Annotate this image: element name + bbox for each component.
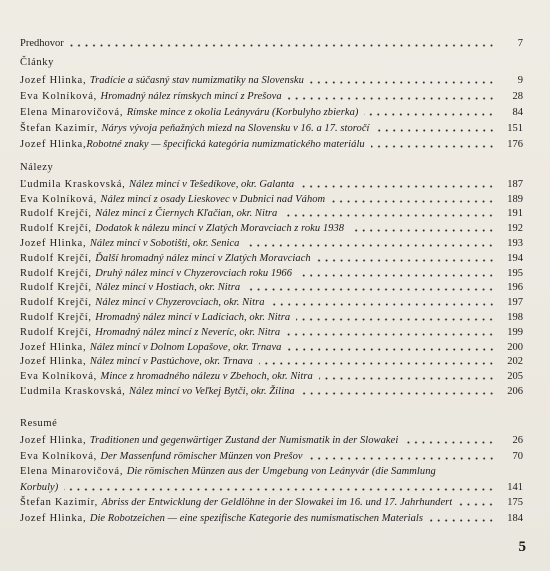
- preface-label: Predhovor: [20, 38, 64, 49]
- dot-leader: [458, 503, 495, 506]
- entry-page-number: 200: [507, 341, 523, 353]
- section-clanky: [20, 72, 523, 152]
- entry-title: Nález mincí z Čiernych Kľačian, okr. Nitra: [95, 208, 278, 220]
- toc-entry: [20, 88, 523, 104]
- dot-leader: [245, 244, 495, 247]
- entry-title: Nález mincí v Hostiach, okr. Nitra: [95, 282, 241, 294]
- entry-author: Elena Minarovičová,: [20, 466, 127, 478]
- entry-page-number: 184: [507, 512, 523, 524]
- dot-leader: [364, 113, 495, 116]
- entry-text: [20, 221, 344, 236]
- entry-title: Druhý nález mincí v Chyzerovciach roku 1966: [95, 267, 293, 279]
- entry-page-number: 197: [507, 297, 523, 309]
- page-number: 5: [518, 539, 526, 555]
- entry-page-number: 141: [507, 481, 523, 493]
- entry-page-number: 206: [507, 385, 523, 397]
- dot-leader: [429, 519, 495, 522]
- section-heading-clanky: Články: [20, 57, 54, 68]
- dot-leader: [317, 259, 495, 262]
- entry-author: Jozef Hlinka,: [20, 435, 90, 447]
- entry-author: Jozef Hlinka,: [20, 139, 87, 150]
- entry-author: Jozef Hlinka,: [20, 512, 90, 524]
- entry-author: Ľudmila Kraskovská,: [20, 385, 130, 397]
- entry-title: Hromadný nález rímskych mincí z Prešova: [100, 91, 282, 102]
- entry-title: Hromadný nález mincí v Ladiciach, okr. Nitra: [95, 311, 291, 323]
- dot-leader: [70, 44, 495, 47]
- entry-title: Nález mincí z osady Lieskovec v Dubnici nad Váhom: [100, 193, 326, 205]
- entry-text: [20, 280, 240, 295]
- entry-text: [20, 266, 292, 281]
- entry-title: Mince z hromadného nálezu v Zbehoch, okr. Nitra: [100, 371, 313, 383]
- entry-text: [20, 464, 436, 479]
- section-heading-resume: Resumé: [20, 417, 58, 429]
- entry-title: Nález mincí v Chyzerovciach, okr. Nitra: [95, 297, 265, 309]
- entry-author: Štefan Kazimír,: [20, 123, 102, 134]
- entry-author: Ľudmila Kraskovská,: [20, 178, 130, 190]
- toc-entry: [20, 355, 523, 370]
- toc-entry: [20, 104, 523, 120]
- dot-leader: [298, 274, 495, 277]
- toc-entry: [20, 340, 523, 355]
- dot-leader: [319, 377, 495, 380]
- toc-entry: [20, 120, 523, 136]
- entry-title: Tradície a súčasný stav numizmatiky na Slovensku: [89, 75, 304, 86]
- entry-author: Jozef Hlinka,: [20, 341, 90, 353]
- section-resume: [20, 433, 523, 526]
- entry-text: [20, 354, 253, 369]
- toc-entry: [20, 207, 523, 222]
- entry-title: Abriss der Entwicklung der Geldlöhne in der Slowakei im 16. und 17. Jahrhundert: [101, 497, 453, 509]
- entry-page-number: 195: [507, 267, 523, 279]
- entry-author: Rudolf Krejčí,: [20, 297, 96, 309]
- entry-text: [20, 369, 313, 384]
- entry-author: Rudolf Krejčí,: [20, 311, 96, 323]
- entry-title: Nález mincí vo Veľkej Bytči, okr. Žilina: [129, 385, 295, 397]
- entry-page-number: 187: [507, 178, 523, 190]
- dot-leader: [310, 81, 495, 84]
- entry-text: [20, 89, 282, 104]
- entry-author: Rudolf Krejčí,: [20, 282, 96, 294]
- entry-page-number: 9: [517, 75, 523, 86]
- entry-text: [20, 192, 325, 207]
- dot-leader: [259, 362, 495, 365]
- toc-entry: [20, 310, 523, 325]
- toc-entry: [20, 325, 523, 340]
- dot-leader: [301, 392, 495, 395]
- dot-leader: [300, 185, 495, 188]
- toc-entry: [20, 236, 523, 251]
- dot-leader: [331, 200, 495, 203]
- entry-author: Rudolf Krejčí,: [20, 267, 96, 279]
- dot-leader: [271, 303, 495, 306]
- entry-page-number: 191: [507, 208, 523, 220]
- entry-title: Robotné znaky — špecifická kategória numizmatického materiálu: [86, 139, 365, 150]
- dot-leader: [64, 488, 495, 491]
- dot-leader: [288, 97, 495, 100]
- toc-entry: [20, 221, 523, 236]
- toc-entry: [20, 266, 523, 281]
- toc-entry: [20, 136, 523, 152]
- entry-text: [20, 340, 282, 355]
- entry-page-number: 151: [507, 123, 523, 134]
- entry-page-number: 28: [512, 91, 523, 102]
- entry-author: Elena Minarovičová,: [20, 107, 127, 118]
- dot-leader: [404, 441, 495, 444]
- entry-title: Nález mincí v Pastúchove, okr. Trnava: [89, 356, 253, 368]
- entry-author: Jozef Hlinka,: [20, 237, 90, 249]
- entry-author: Eva Kolníková,: [20, 371, 101, 383]
- entry-page-number: 189: [507, 193, 523, 205]
- toc-entry: [20, 281, 523, 296]
- entry-text: [20, 73, 304, 88]
- toc-entry: [20, 510, 523, 526]
- entry-title: Hromadný nález mincí z Neveríc, okr. Nitra: [95, 326, 281, 338]
- entry-text: [20, 236, 239, 251]
- preface-page-number: 7: [517, 38, 523, 49]
- entry-text: [20, 177, 294, 192]
- entry-text: [20, 325, 280, 340]
- entry-title: Traditionen und gegenwärtiger Zustand der Numismatik in der Slowakei: [89, 435, 399, 447]
- toc-entry-preface: [20, 36, 523, 51]
- dot-leader: [350, 229, 495, 232]
- toc-entry-continuation: [20, 479, 523, 495]
- toc-entry: [20, 433, 523, 449]
- dot-leader: [283, 214, 495, 217]
- entry-page-number: 70: [512, 450, 523, 462]
- entry-author: Rudolf Krejčí,: [20, 208, 96, 220]
- entry-text: [20, 384, 295, 399]
- entry-text: [20, 105, 358, 120]
- entry-text: [20, 251, 311, 266]
- section-nalezy: [20, 177, 523, 399]
- entry-text: [20, 495, 452, 510]
- entry-text: [20, 121, 370, 136]
- entry-title: Der Massenfund römischer Münzen von Prešov: [100, 450, 303, 462]
- entry-author: Rudolf Krejčí,: [20, 252, 96, 264]
- entry-page-number: 192: [507, 223, 523, 235]
- entry-text: [20, 449, 303, 464]
- entry-page-number: 26: [512, 435, 523, 447]
- toc-entry-first-line: [20, 464, 523, 480]
- entry-page-number: 176: [507, 139, 523, 150]
- dot-leader: [309, 457, 495, 460]
- entry-text: [20, 137, 365, 152]
- entry-title: Nález mincí v Dolnom Lopašove, okr. Trnava: [89, 341, 282, 353]
- entry-author: Štefan Kazimír,: [20, 497, 102, 509]
- toc-entry: [20, 295, 523, 310]
- entry-text: [20, 480, 58, 495]
- toc-entry: [20, 72, 523, 88]
- entry-author: Eva Kolníková,: [20, 91, 101, 102]
- entry-title: Nárys vývoja peňažných miezd na Slovensku v 16. a 17. storočí: [101, 123, 370, 134]
- entry-page-number: 196: [507, 282, 523, 294]
- entry-author: Jozef Hlinka,: [20, 356, 90, 368]
- entry-title: Dodatok k nálezu mincí v Zlatých Moravciach z roku 1938: [95, 223, 345, 235]
- entry-text: [20, 433, 398, 448]
- entry-author: Rudolf Krejčí,: [20, 326, 96, 338]
- entry-title: Ďalší hromadný nález mincí v Zlatých Moravciach: [95, 252, 311, 264]
- entry-text: [20, 295, 265, 310]
- entry-page-number: 199: [507, 326, 523, 338]
- dot-leader: [376, 129, 495, 132]
- toc-entry: [20, 384, 523, 399]
- entry-page-number: 205: [507, 371, 523, 383]
- entry-page-number: 84: [512, 107, 523, 118]
- dot-leader: [296, 318, 495, 321]
- toc-entry: [20, 448, 523, 464]
- entry-page-number: 193: [507, 237, 523, 249]
- entry-title: Nález mincí v Sobotišti, okr. Senica: [89, 237, 240, 249]
- toc-entry: [20, 177, 523, 192]
- entry-author: Rudolf Krejčí,: [20, 223, 96, 235]
- entry-page-number: 202: [507, 356, 523, 368]
- entry-page-number: 175: [507, 497, 523, 509]
- entry-title: Die römischen Münzen aus der Umgebung von Leányvár (die Sammlung: [126, 466, 436, 478]
- entry-text: [20, 206, 277, 221]
- entry-text: [20, 310, 290, 325]
- entry-page-number: 194: [507, 252, 523, 264]
- dot-leader: [246, 288, 495, 291]
- entry-title-continued: Korbuly): [20, 481, 59, 493]
- entry-page-number: 198: [507, 311, 523, 323]
- toc-entry: [20, 495, 523, 511]
- entry-author: Eva Kolníková,: [20, 450, 101, 462]
- toc-entry: [20, 192, 523, 207]
- dot-leader: [286, 333, 495, 336]
- entry-title: Die Robotzeichen — eine spezifische Kategorie des numismatischen Materials: [89, 512, 424, 524]
- entry-text: [20, 511, 423, 526]
- entry-title: Rímske mince z okolia Leányváru (Korbulyho zbierka): [126, 107, 359, 118]
- entry-author: Eva Kolníková,: [20, 193, 101, 205]
- section-heading-nalezy: Nálezy: [20, 162, 54, 173]
- dot-leader: [288, 348, 496, 351]
- entry-author: Jozef Hlinka,: [20, 75, 90, 86]
- toc-entry: [20, 251, 523, 266]
- entry-title: Nález mincí v Tešedíkove, okr. Galanta: [129, 178, 295, 190]
- dot-leader: [371, 145, 495, 148]
- toc-entry: [20, 369, 523, 384]
- preface-block: [20, 36, 523, 51]
